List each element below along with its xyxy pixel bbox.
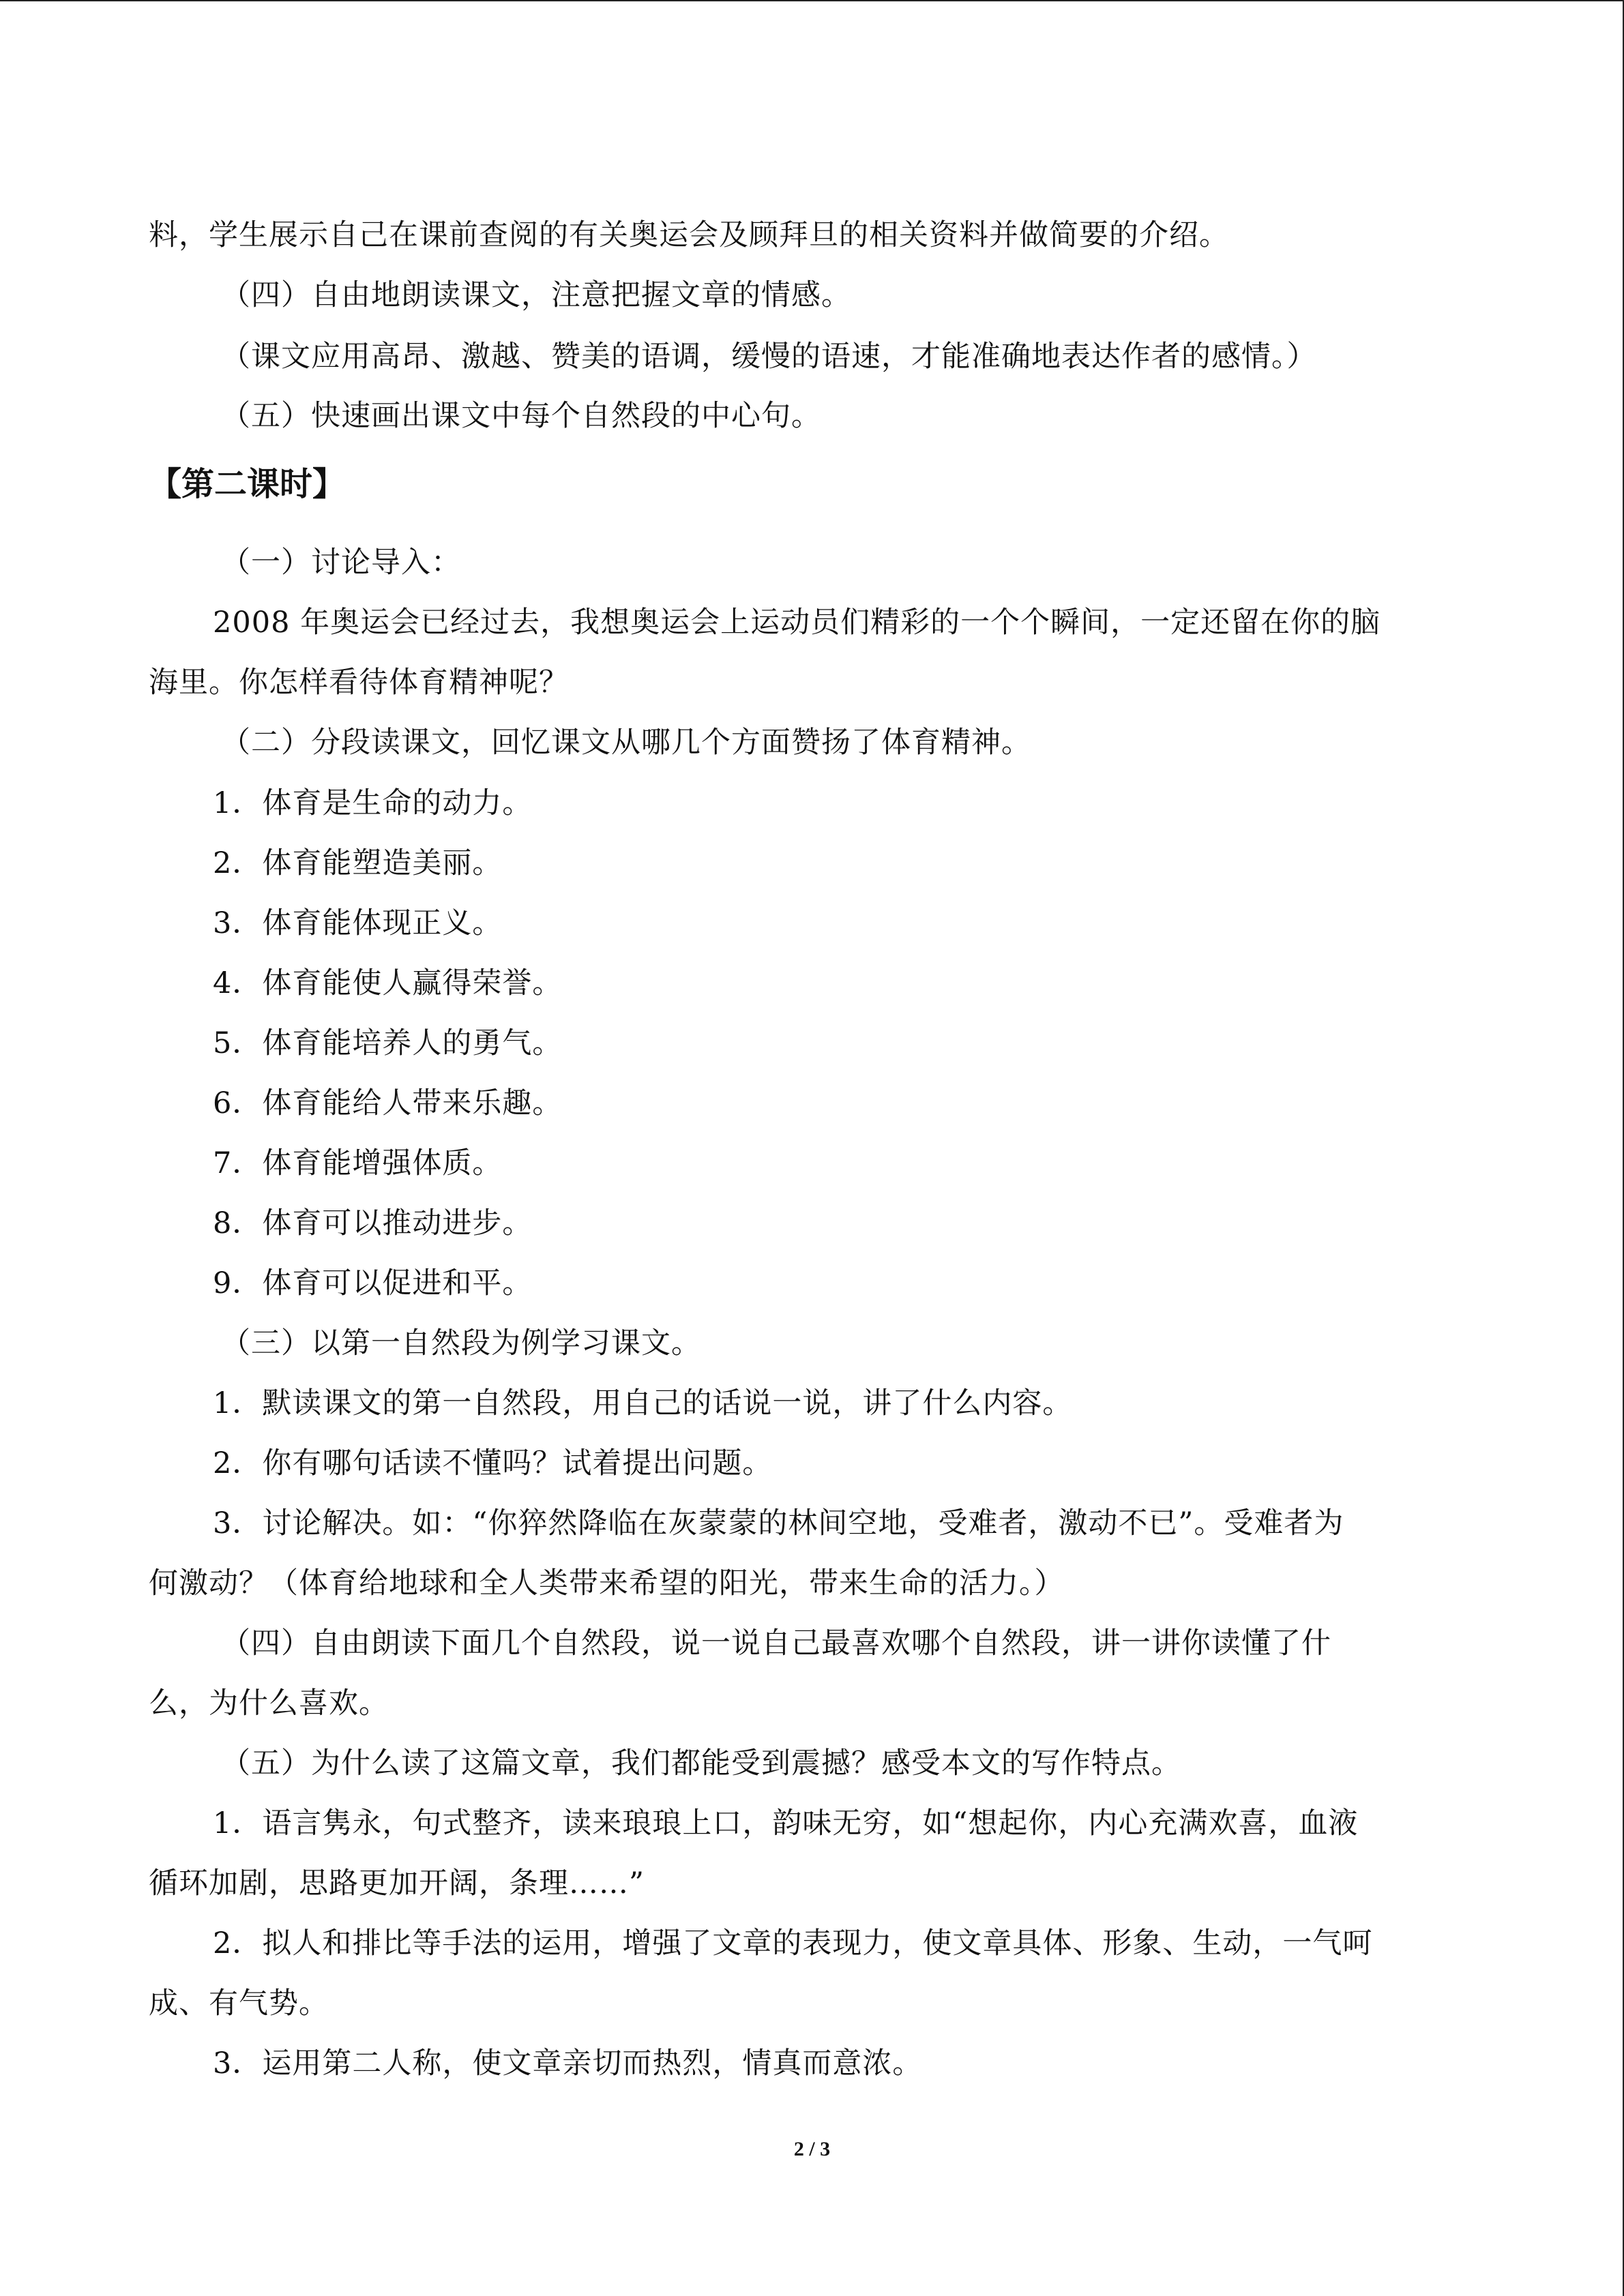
list-item: 4．体育能使人赢得荣誉。	[213, 966, 563, 1000]
paragraph-line: 料，学生展示自己在课前查阅的有关奥运会及顾拜旦的相关资料并做简要的介绍。	[149, 218, 1229, 252]
paragraph-line: （课文应用高昂、激越、赞美的语调，缓慢的语速，才能准确地表达作者的感情。）	[221, 340, 1317, 374]
list-item: 5．体育能培养人的勇气。	[213, 1026, 563, 1060]
list-item: 3．讨论解决。如：“你猝然降临在灰蒙蒙的林间空地，受难者，激动不已”。受难者为	[213, 1506, 1344, 1540]
list-item: 6．体育能给人带来乐趣。	[213, 1086, 563, 1120]
list-item: 1．语言隽永，句式整齐，读来琅琅上口，韵味无穷，如“想起你，内心充满欢喜，血液	[213, 1806, 1359, 1840]
paragraph-line: 成、有气势。	[149, 1986, 329, 2021]
paragraph-line: （四）自由朗读下面几个自然段，说一说自己最喜欢哪个自然段，讲一讲你读懂了什	[221, 1626, 1331, 1660]
section-heading: 【第二课时】	[149, 465, 346, 503]
list-item: 7．体育能增强体质。	[213, 1146, 503, 1180]
paragraph-line: 么，为什么喜欢。	[149, 1686, 389, 1720]
list-item: 3．体育能体现正义。	[213, 906, 503, 940]
list-item: 1．默读课文的第一自然段，用自己的话说一说，讲了什么内容。	[213, 1386, 1073, 1420]
paragraph-line: 循环加剧，思路更加开阔，条理……”	[149, 1866, 645, 1900]
paragraph-line: （四）自由地朗读课文，注意把握文章的情感。	[221, 278, 851, 312]
list-item: 8．体育可以推动进步。	[213, 1206, 533, 1240]
list-item: 2．你有哪句话读不懂吗？试着提出问题。	[213, 1446, 773, 1480]
list-item: 2．体育能塑造美丽。	[213, 846, 503, 880]
list-item: 2．拟人和排比等手法的运用，增强了文章的表现力，使文章具体、形象、生动，一气呵	[213, 1926, 1373, 1960]
paragraph-line: 2008 年奥运会已经过去，我想奥运会上运动员们精彩的一个个瞬间，一定还留在你的脑	[213, 606, 1381, 640]
list-item: 1．体育是生命的动力。	[213, 786, 533, 820]
page-number: 2 / 3	[793, 2138, 831, 2160]
paragraph-line: 海里。你怎样看待体育精神呢？	[149, 666, 569, 700]
paragraph-line: 何激动？（体育给地球和全人类带来希望的阳光，带来生命的活力。）	[149, 1566, 1065, 1600]
list-item: 3．运用第二人称，使文章亲切而热烈，情真而意浓。	[213, 2046, 923, 2081]
paragraph-line: （一）讨论导入：	[221, 546, 461, 580]
list-item: 9．体育可以促进和平。	[213, 1266, 533, 1300]
paragraph-line: （五）快速画出课文中每个自然段的中心句。	[221, 399, 821, 433]
paragraph-line: （五）为什么读了这篇文章，我们都能受到震撼？感受本文的写作特点。	[221, 1746, 1181, 1780]
paragraph-line: （三）以第一自然段为例学习课文。	[221, 1326, 701, 1360]
paragraph-line: （二）分段读课文，回忆课文从哪几个方面赞扬了体育精神。	[221, 726, 1031, 760]
